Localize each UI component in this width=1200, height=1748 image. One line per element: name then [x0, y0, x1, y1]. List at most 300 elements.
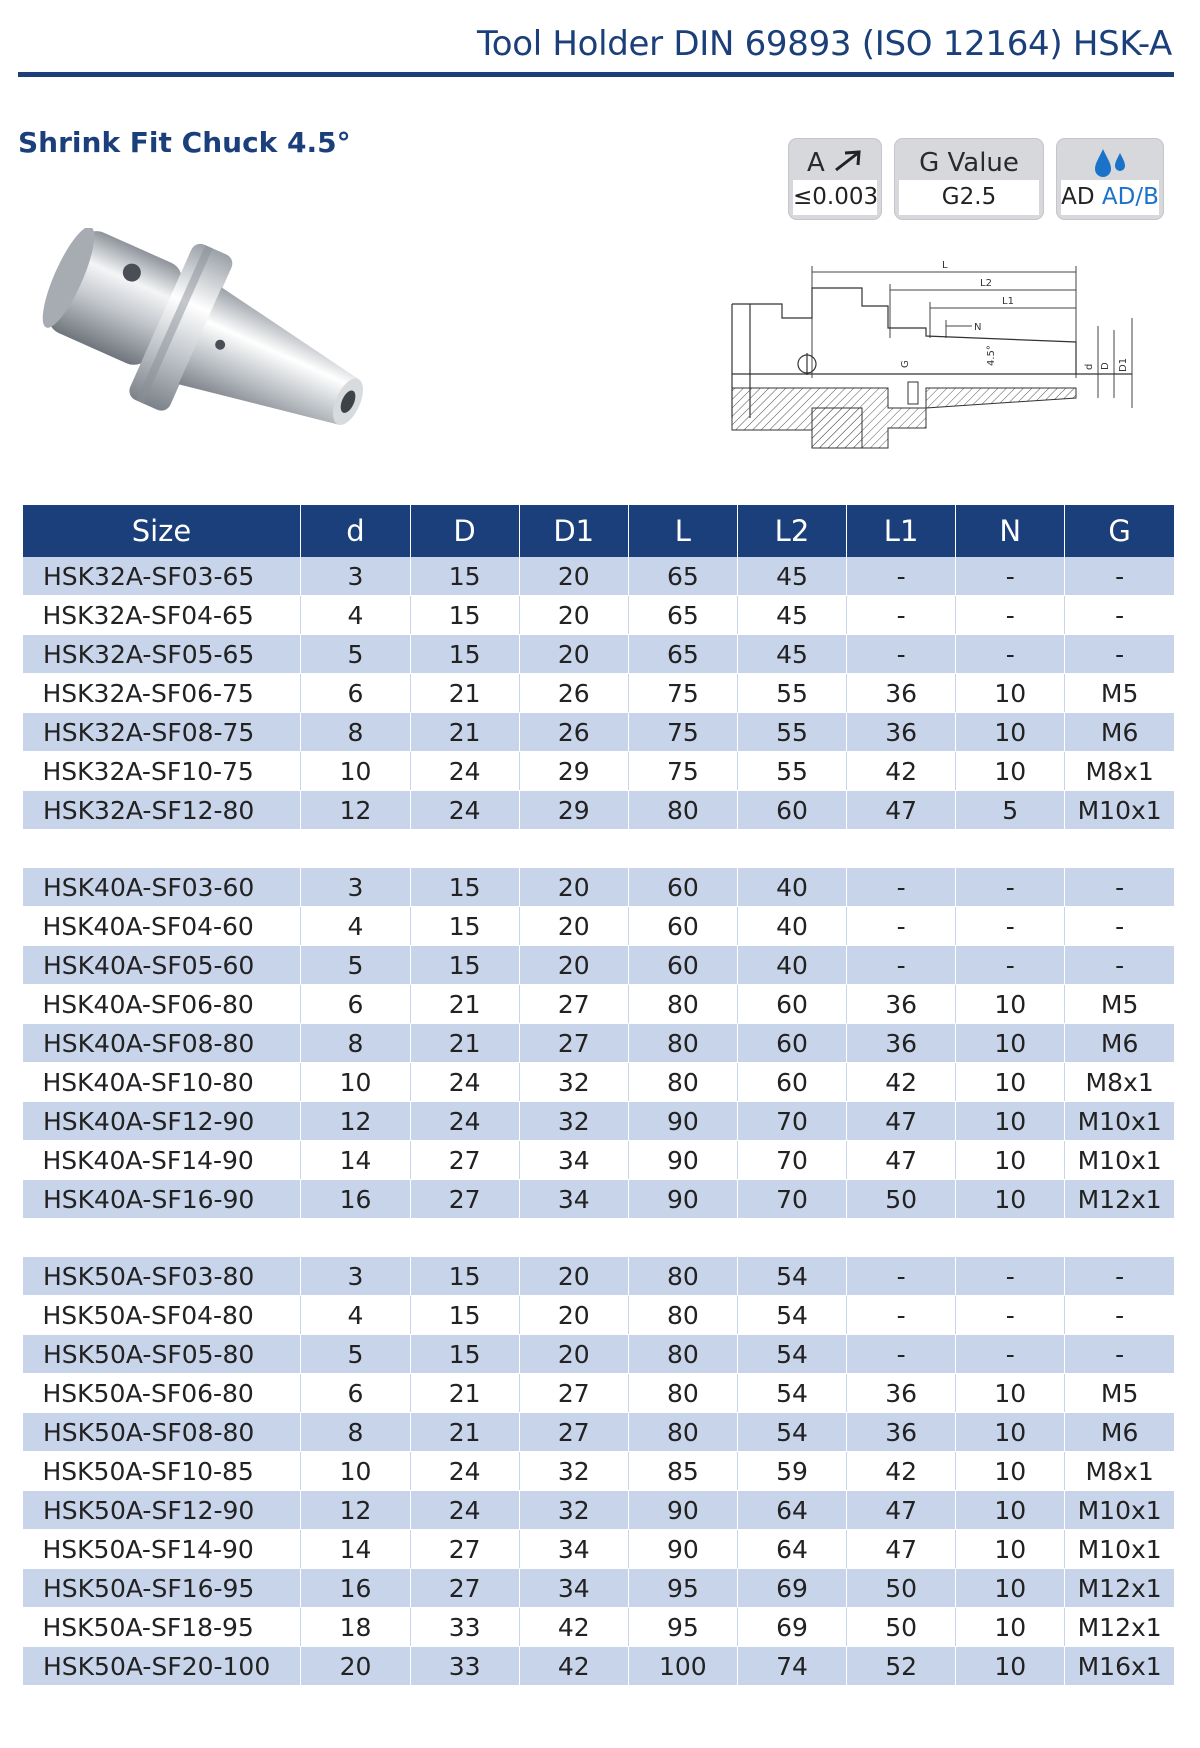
cell-d1: 20: [519, 946, 628, 985]
cell-d1: 34: [519, 1530, 628, 1569]
balance-label: G Value: [919, 148, 1019, 178]
cell-size: HSK40A-SF08-80: [23, 1024, 301, 1063]
cell-l1: -: [847, 635, 956, 674]
table-row: [23, 1647, 1175, 1686]
cell-d: 15: [410, 946, 519, 985]
cell-n: 10: [956, 1374, 1065, 1413]
balance-value: G2.5: [899, 180, 1039, 215]
cell-l1: 47: [847, 791, 956, 830]
runout-arrow-icon: [833, 149, 863, 173]
cell-l1: -: [847, 1335, 956, 1374]
cell-l2: 64: [737, 1530, 846, 1569]
cell-d: 5: [301, 635, 410, 674]
table-row: [23, 1335, 1175, 1374]
table-row: [23, 1491, 1175, 1530]
cell-g: M8x1: [1065, 1452, 1174, 1491]
cell-g: M10x1: [1065, 791, 1174, 830]
cell-g: -: [1065, 635, 1174, 674]
cell-l: 90: [628, 1180, 737, 1219]
cell-size: HSK50A-SF03-80: [23, 1257, 301, 1296]
cell-l2: 45: [737, 557, 846, 596]
cell-d: 18: [301, 1608, 410, 1647]
column-header-d: d: [301, 505, 410, 557]
cell-size: HSK40A-SF03-60: [23, 868, 301, 907]
cell-g: M12x1: [1065, 1569, 1174, 1608]
cell-d: 27: [410, 1569, 519, 1608]
header-divider: [18, 72, 1174, 77]
table-row: [23, 635, 1175, 674]
cell-n: 10: [956, 985, 1065, 1024]
table-row: [23, 1141, 1175, 1180]
cell-d1: 34: [519, 1141, 628, 1180]
cell-l2: 45: [737, 635, 846, 674]
cell-g: M5: [1065, 1374, 1174, 1413]
cell-l1: 47: [847, 1102, 956, 1141]
page-title: Tool Holder DIN 69893 (ISO 12164) HSK-A: [477, 24, 1172, 64]
cell-n: 10: [956, 752, 1065, 791]
cell-d1: 20: [519, 557, 628, 596]
drawing-label-d: d: [1084, 363, 1095, 370]
cell-d1: 34: [519, 1569, 628, 1608]
cell-d: 5: [301, 1335, 410, 1374]
cell-l: 60: [628, 907, 737, 946]
cell-d1: 20: [519, 1296, 628, 1335]
cell-g: M10x1: [1065, 1491, 1174, 1530]
cell-g: M6: [1065, 713, 1174, 752]
cell-d: 15: [410, 1335, 519, 1374]
cell-d1: 20: [519, 596, 628, 635]
cell-l1: -: [847, 907, 956, 946]
cell-l2: 69: [737, 1569, 846, 1608]
cell-d: 15: [410, 635, 519, 674]
cell-l2: 54: [737, 1374, 846, 1413]
table-row: [23, 674, 1175, 713]
cell-l1: -: [847, 557, 956, 596]
coolant-spec-box: [1056, 138, 1164, 220]
cell-g: M8x1: [1065, 752, 1174, 791]
cell-d1: 29: [519, 752, 628, 791]
cell-l1: 52: [847, 1647, 956, 1686]
cell-l2: 64: [737, 1491, 846, 1530]
cell-l2: 54: [737, 1257, 846, 1296]
cell-size: HSK40A-SF05-60: [23, 946, 301, 985]
cell-l2: 55: [737, 752, 846, 791]
cell-size: HSK40A-SF04-60: [23, 907, 301, 946]
group-spacer: [23, 1219, 1175, 1258]
cell-size: HSK40A-SF10-80: [23, 1063, 301, 1102]
cell-n: 10: [956, 1530, 1065, 1569]
cell-size: HSK32A-SF03-65: [23, 557, 301, 596]
cell-d: 12: [301, 1491, 410, 1530]
table-row: [23, 1530, 1175, 1569]
cell-d: 3: [301, 1257, 410, 1296]
cell-d1: 32: [519, 1491, 628, 1530]
cell-l1: 36: [847, 985, 956, 1024]
cell-d: 27: [410, 1180, 519, 1219]
cell-d1: 20: [519, 868, 628, 907]
cell-l: 80: [628, 985, 737, 1024]
cell-d: 24: [410, 752, 519, 791]
runout-spec-header: [788, 144, 882, 182]
cell-l: 80: [628, 1296, 737, 1335]
cell-n: 10: [956, 1141, 1065, 1180]
cell-size: HSK50A-SF14-90: [23, 1530, 301, 1569]
cell-d: 15: [410, 596, 519, 635]
cell-n: 10: [956, 1647, 1065, 1686]
cell-n: -: [956, 868, 1065, 907]
cell-d: 21: [410, 1413, 519, 1452]
cell-l2: 54: [737, 1413, 846, 1452]
cell-l: 95: [628, 1569, 737, 1608]
cell-d: 8: [301, 1413, 410, 1452]
cell-l1: -: [847, 596, 956, 635]
cell-d: 15: [410, 1257, 519, 1296]
cell-l: 60: [628, 946, 737, 985]
cell-size: HSK32A-SF05-65: [23, 635, 301, 674]
cell-g: -: [1065, 1257, 1174, 1296]
cell-d1: 27: [519, 1374, 628, 1413]
table-row: [23, 1374, 1175, 1413]
cell-d: 15: [410, 907, 519, 946]
coolant-value: [1061, 180, 1159, 215]
runout-value: ≤0.003: [793, 180, 877, 215]
cell-d: 24: [410, 1452, 519, 1491]
cell-l: 80: [628, 1257, 737, 1296]
cell-size: HSK32A-SF12-80: [23, 791, 301, 830]
cell-l1: -: [847, 946, 956, 985]
cell-d1: 20: [519, 1335, 628, 1374]
cell-l: 80: [628, 1063, 737, 1102]
cell-l: 90: [628, 1102, 737, 1141]
cell-l1: 47: [847, 1141, 956, 1180]
cell-n: 10: [956, 1452, 1065, 1491]
cell-d: 10: [301, 1452, 410, 1491]
cell-g: M5: [1065, 674, 1174, 713]
cell-l1: 36: [847, 1374, 956, 1413]
cell-l: 90: [628, 1491, 737, 1530]
cell-d1: 26: [519, 713, 628, 752]
cell-n: 10: [956, 713, 1065, 752]
cell-d: 15: [410, 1296, 519, 1335]
cell-size: HSK32A-SF10-75: [23, 752, 301, 791]
cell-d: 27: [410, 1141, 519, 1180]
cell-l1: 36: [847, 1024, 956, 1063]
cell-size: HSK50A-SF06-80: [23, 1374, 301, 1413]
cell-n: -: [956, 907, 1065, 946]
cell-d: 6: [301, 674, 410, 713]
cell-l: 80: [628, 1335, 737, 1374]
cell-g: M5: [1065, 985, 1174, 1024]
table-row: [23, 1102, 1175, 1141]
cell-l2: 70: [737, 1180, 846, 1219]
column-header-g: G: [1065, 505, 1174, 557]
cell-l1: 36: [847, 674, 956, 713]
cell-g: M6: [1065, 1024, 1174, 1063]
section-title: Shrink Fit Chuck 4.5°: [18, 126, 351, 159]
cell-d: 12: [301, 1102, 410, 1141]
cell-d1: 27: [519, 1413, 628, 1452]
cell-d1: 20: [519, 1257, 628, 1296]
cell-l2: 54: [737, 1296, 846, 1335]
cell-d: 10: [301, 752, 410, 791]
cell-n: 10: [956, 1063, 1065, 1102]
column-header-n: N: [956, 505, 1065, 557]
cell-l2: 45: [737, 596, 846, 635]
cell-d: 4: [301, 907, 410, 946]
cell-g: -: [1065, 1335, 1174, 1374]
cell-d: 5: [301, 946, 410, 985]
cell-d: 21: [410, 1374, 519, 1413]
cell-d: 6: [301, 1374, 410, 1413]
cell-d: 21: [410, 985, 519, 1024]
table-row: [23, 1413, 1175, 1452]
cell-size: HSK50A-SF05-80: [23, 1335, 301, 1374]
cell-d: 10: [301, 1063, 410, 1102]
cell-l: 100: [628, 1647, 737, 1686]
cell-l2: 60: [737, 1063, 846, 1102]
cell-l2: 69: [737, 1608, 846, 1647]
coolant-drops-icon: [1090, 146, 1130, 180]
cell-d: 27: [410, 1530, 519, 1569]
table-row: [23, 1608, 1175, 1647]
column-header-l1: L1: [847, 505, 956, 557]
cell-n: -: [956, 1296, 1065, 1335]
cell-l2: 70: [737, 1141, 846, 1180]
cell-n: 10: [956, 674, 1065, 713]
runout-spec-box: [788, 138, 882, 220]
table-row: [23, 1452, 1175, 1491]
cell-l: 90: [628, 1141, 737, 1180]
cell-d1: 32: [519, 1063, 628, 1102]
cell-l2: 74: [737, 1647, 846, 1686]
cell-d1: 27: [519, 1024, 628, 1063]
drawing-label-L1: L1: [1002, 296, 1014, 307]
table-row: [23, 791, 1175, 830]
drawing-label-D: D: [1100, 362, 1111, 370]
cell-size: HSK32A-SF04-65: [23, 596, 301, 635]
cell-d: 12: [301, 791, 410, 830]
table-row: [23, 907, 1175, 946]
drawing-label-L: L: [942, 260, 948, 271]
cell-l: 80: [628, 1374, 737, 1413]
cell-l1: 42: [847, 1063, 956, 1102]
cell-l1: 36: [847, 1413, 956, 1452]
cell-l2: 40: [737, 868, 846, 907]
cell-n: -: [956, 1257, 1065, 1296]
cell-l1: 47: [847, 1491, 956, 1530]
cell-n: 10: [956, 1180, 1065, 1219]
cell-d1: 20: [519, 907, 628, 946]
cell-l: 75: [628, 674, 737, 713]
cell-d1: 32: [519, 1452, 628, 1491]
cell-l2: 54: [737, 1335, 846, 1374]
cell-n: -: [956, 635, 1065, 674]
cell-size: HSK50A-SF08-80: [23, 1413, 301, 1452]
group-spacer-cell: [23, 830, 1175, 869]
cell-d1: 42: [519, 1608, 628, 1647]
cell-l: 90: [628, 1530, 737, 1569]
cell-size: HSK40A-SF16-90: [23, 1180, 301, 1219]
table-row: [23, 713, 1175, 752]
group-spacer: [23, 830, 1175, 869]
cell-d1: 32: [519, 1102, 628, 1141]
cell-d: 8: [301, 713, 410, 752]
cell-l: 65: [628, 635, 737, 674]
cell-n: 10: [956, 1608, 1065, 1647]
cell-g: M16x1: [1065, 1647, 1174, 1686]
cell-l2: 70: [737, 1102, 846, 1141]
cell-d: 15: [410, 557, 519, 596]
cell-size: HSK50A-SF10-85: [23, 1452, 301, 1491]
cell-l1: 42: [847, 1452, 956, 1491]
cell-l2: 55: [737, 674, 846, 713]
cell-d1: 42: [519, 1647, 628, 1686]
cell-d: 14: [301, 1141, 410, 1180]
cell-n: -: [956, 557, 1065, 596]
cell-l2: 60: [737, 985, 846, 1024]
table-row: [23, 1569, 1175, 1608]
cell-size: HSK32A-SF08-75: [23, 713, 301, 752]
cell-l: 75: [628, 713, 737, 752]
cell-g: -: [1065, 1296, 1174, 1335]
cell-g: -: [1065, 946, 1174, 985]
cell-size: HSK40A-SF14-90: [23, 1141, 301, 1180]
cell-size: HSK50A-SF12-90: [23, 1491, 301, 1530]
cell-l2: 40: [737, 907, 846, 946]
cell-l1: 42: [847, 752, 956, 791]
cell-d: 8: [301, 1024, 410, 1063]
cell-n: 10: [956, 1491, 1065, 1530]
cell-d: 15: [410, 868, 519, 907]
cell-size: HSK50A-SF18-95: [23, 1608, 301, 1647]
cell-l2: 55: [737, 713, 846, 752]
cell-n: 10: [956, 1569, 1065, 1608]
cell-d: 3: [301, 868, 410, 907]
cell-l: 80: [628, 791, 737, 830]
cell-l1: 36: [847, 713, 956, 752]
cell-d: 16: [301, 1180, 410, 1219]
cell-g: -: [1065, 868, 1174, 907]
table-row: [23, 1296, 1175, 1335]
drawing-label-G: G: [900, 360, 911, 368]
coolant-value-ad: AD: [1061, 184, 1095, 210]
cell-l: 75: [628, 752, 737, 791]
cell-l: 80: [628, 1024, 737, 1063]
table-row: [23, 596, 1175, 635]
technical-drawing: [712, 258, 1170, 502]
drawing-label-L2: L2: [980, 278, 992, 289]
cell-d1: 20: [519, 635, 628, 674]
cell-d: 33: [410, 1608, 519, 1647]
drawing-label-angle: 4.5°: [986, 345, 997, 366]
cell-d: 21: [410, 713, 519, 752]
cell-l2: 59: [737, 1452, 846, 1491]
table-row: [23, 946, 1175, 985]
column-header-size: Size: [23, 505, 301, 557]
table-row: [23, 1180, 1175, 1219]
cell-g: -: [1065, 557, 1174, 596]
cell-l: 65: [628, 557, 737, 596]
table-header-row: [23, 505, 1175, 557]
runout-label: A: [806, 148, 825, 178]
table-row: [23, 1257, 1175, 1296]
cell-size: HSK50A-SF16-95: [23, 1569, 301, 1608]
cell-d: 3: [301, 557, 410, 596]
table-row: [23, 868, 1175, 907]
cell-d: 20: [301, 1647, 410, 1686]
cell-g: M10x1: [1065, 1530, 1174, 1569]
cell-l1: 50: [847, 1569, 956, 1608]
cell-n: -: [956, 946, 1065, 985]
coolant-spec-header: [1056, 144, 1164, 182]
cell-n: 10: [956, 1102, 1065, 1141]
cell-d: 14: [301, 1530, 410, 1569]
cell-g: -: [1065, 596, 1174, 635]
balance-spec-box: [894, 138, 1044, 220]
cell-l: 95: [628, 1608, 737, 1647]
cell-size: HSK32A-SF06-75: [23, 674, 301, 713]
cell-n: 10: [956, 1413, 1065, 1452]
drawing-label-D1: D1: [1118, 357, 1129, 372]
product-photo: [22, 228, 402, 498]
cell-l1: 50: [847, 1180, 956, 1219]
cell-size: HSK50A-SF20-100: [23, 1647, 301, 1686]
cell-d: 21: [410, 674, 519, 713]
cell-size: HSK40A-SF06-80: [23, 985, 301, 1024]
cell-g: M8x1: [1065, 1063, 1174, 1102]
cell-l1: -: [847, 868, 956, 907]
spec-table: [22, 505, 1174, 1686]
cell-l: 80: [628, 1413, 737, 1452]
cell-d: 24: [410, 1063, 519, 1102]
cell-l2: 60: [737, 1024, 846, 1063]
group-spacer-cell: [23, 1219, 1175, 1258]
cell-n: 5: [956, 791, 1065, 830]
cell-l1: -: [847, 1257, 956, 1296]
cell-d: 6: [301, 985, 410, 1024]
table-row: [23, 985, 1175, 1024]
cell-g: -: [1065, 907, 1174, 946]
cell-g: M12x1: [1065, 1608, 1174, 1647]
table-row: [23, 752, 1175, 791]
coolant-value-adb: AD/B: [1101, 184, 1159, 210]
cell-size: HSK50A-SF04-80: [23, 1296, 301, 1335]
cell-l2: 60: [737, 791, 846, 830]
cell-g: M10x1: [1065, 1102, 1174, 1141]
column-header-l2: L2: [737, 505, 846, 557]
cell-d: 24: [410, 1102, 519, 1141]
cell-d: 4: [301, 596, 410, 635]
cell-l: 85: [628, 1452, 737, 1491]
cell-g: M10x1: [1065, 1141, 1174, 1180]
cell-d: 33: [410, 1647, 519, 1686]
cell-d1: 27: [519, 985, 628, 1024]
cell-d: 21: [410, 1024, 519, 1063]
cell-d1: 26: [519, 674, 628, 713]
table-row: [23, 1024, 1175, 1063]
cell-d1: 29: [519, 791, 628, 830]
cell-size: HSK40A-SF12-90: [23, 1102, 301, 1141]
cell-n: 10: [956, 1024, 1065, 1063]
cell-l1: -: [847, 1296, 956, 1335]
drawing-label-N: N: [974, 322, 982, 333]
table-row: [23, 1063, 1175, 1102]
cell-l: 65: [628, 596, 737, 635]
table-row: [23, 557, 1175, 596]
cell-d: 4: [301, 1296, 410, 1335]
cell-l: 60: [628, 868, 737, 907]
cell-g: M6: [1065, 1413, 1174, 1452]
